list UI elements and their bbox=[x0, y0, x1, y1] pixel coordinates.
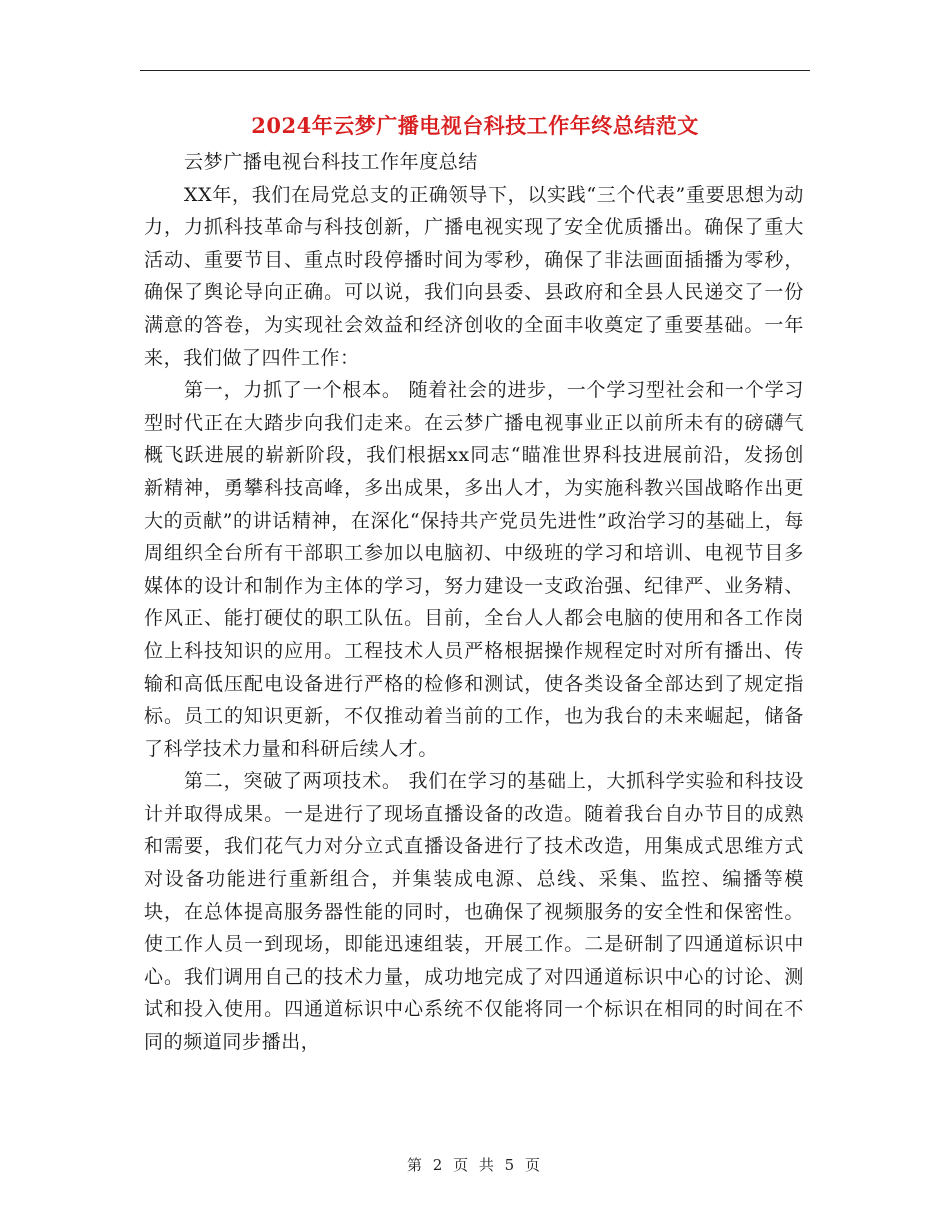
subtitle-paragraph: 云梦广播电视台科技工作年度总结 bbox=[184, 151, 479, 173]
body-paragraph: 第二，突破了两项技术。 我们在学习的基础上，大抓科学实验和科技设计并取得成果。一是进行了现场直播设备的改造。随着我台自办节目的成熟和需要，我们花气力对分立式直播设备进行了技术改造，用集成式思维方式对设备功能进行重新组合，并集装成电源、总线、采集、监控、编播等模块，在总体提高服务器性能的同时，也确保了视频服务的安全性和保密性。使工作人员一到现场，即能迅速组装，开展工作。二是研制了四通道标识中心。我们调用自己的技术力量，成功地完成了对四通道标识中心的讨论、测试和投入使用。四通道标识中心系统不仅能将同一个标识在相同的时间在不同的频道同步播出， bbox=[144, 770, 804, 1054]
document-title: 2024年云梦广播电视台科技工作年终总结范文 bbox=[251, 113, 699, 138]
page-number-footer: 第 2 页 共 5 页 bbox=[407, 1156, 543, 1174]
body-paragraph: XX年，我们在局党总支的正确领导下，以实践“三个代表”重要思想为动力，力抓科技革命与科技创新，广播电视实现了安全优质播出。确保了重大活动、重要节目、重点时段停播时间为零秒，确保了非法画面插播为零秒，确保了舆论导向正确。可以说，我们向县委、县政府和全县人民递交了一份满意的答卷，为实现社会效益和经济创收的全面丰收奠定了重要基础。一年来，我们做了四件工作： bbox=[144, 183, 804, 369]
document-body bbox=[144, 146, 804, 1059]
body-paragraph: 第一，力抓了一个根本。 随着社会的进步，一个学习型社会和一个学习型时代正在大踏步向我们走来。在云梦广播电视事业正以前所未有的磅礴气概飞跃进展的崭新阶段，我们根据xx同志“瞄准世界科技进展前沿，发扬创新精神，勇攀科技高峰，多出成果，多出人才，为实施科教兴国战略作出更大的贡献”的讲话精神，在深化“保持共产党员先进性”政治学习的基础上，每周组织全台所有干部职工参加以电脑初、中级班的学习和培训、电视节目多媒体的设计和制作为主体的学习，努力建设一支政治强、纪律严、业务精、作风正、能打硬仗的职工队伍。目前，全台人人都会电脑的使用和各工作岗位上科技知识的应用。工程技术人员严格根据操作规程定时对所有播出、传输和高低压配电设备进行严格的检修和测试，使各类设备全部达到了规定指标。员工的知识更新，不仅推动着当前的工作，也为我台的未来崛起，储备了科学技术力量和科研后续人才。 bbox=[144, 379, 804, 760]
header-rule bbox=[140, 70, 810, 71]
